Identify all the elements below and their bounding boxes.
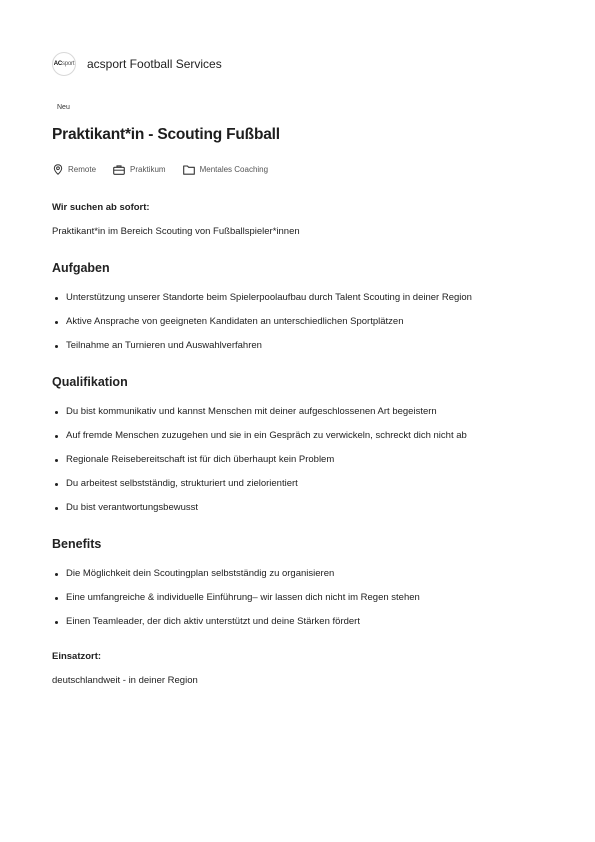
location-heading: Einsatzort:: [52, 651, 102, 662]
list-aufgaben: [52, 292, 472, 364]
list-item: Die Möglichkeit dein Scoutingplan selbstständig zu organisieren: [52, 568, 420, 592]
section-title-benefits: Benefits: [52, 537, 102, 551]
new-badge: Neu: [57, 104, 70, 111]
list-item: Du bist verantwortungsbewusst: [52, 502, 467, 526]
list-item: Du bist kommunikativ und kannst Menschen mit deiner aufgeschlossenen Art begeistern: [52, 406, 467, 430]
folder-icon: [183, 165, 195, 175]
list-item: Einen Teamleader, der dich aktiv unterstützt und deine Stärken fördert: [52, 616, 420, 640]
job-meta: [53, 164, 285, 175]
meta-category-label: Mentales Coaching: [199, 165, 269, 174]
logo-text-thin: sport: [61, 61, 75, 67]
company-header: [52, 52, 222, 76]
meta-type: [113, 165, 166, 175]
list-item: Aktive Ansprache von geeigneten Kandidaten an unterschiedlichen Sportplätzen: [52, 316, 472, 340]
list-item: Unterstützung unserer Standorte beim Spielerpoolaufbau durch Talent Scouting in deiner Region: [52, 292, 472, 316]
list-item: Teilnahme an Turnieren und Auswahlverfahren: [52, 340, 472, 364]
meta-type-label: Praktikum: [130, 165, 166, 174]
company-name[interactable]: acsport Football Services: [87, 57, 222, 71]
section-title-aufgaben: Aufgaben: [52, 261, 110, 275]
job-title: Praktikant*in - Scouting Fußball: [52, 126, 280, 143]
list-benefits: [52, 568, 420, 640]
meta-location: [53, 164, 96, 175]
location-text: deutschlandweit - in deiner Region: [52, 675, 198, 686]
briefcase-icon: [113, 165, 125, 175]
intro-heading: Wir suchen ab sofort:: [52, 202, 150, 213]
company-logo: [52, 52, 76, 76]
intro-text: Praktikant*in im Bereich Scouting von Fußballspieler*innen: [52, 226, 300, 237]
meta-location-label: Remote: [68, 165, 97, 174]
list-item: Regionale Reisebereitschaft ist für dich überhaupt kein Problem: [52, 454, 467, 478]
meta-category: [183, 165, 268, 175]
logo-text-bold: AC: [53, 61, 62, 67]
list-item: Auf fremde Menschen zuzugehen und sie in ein Gespräch zu verwickeln, schreckt dich nicht ab: [52, 430, 467, 454]
list-item: Eine umfangreiche & individuelle Einführung– wir lassen dich nicht im Regen stehen: [52, 592, 420, 616]
location-pin-icon: [53, 164, 63, 175]
section-title-qualifikation: Qualifikation: [52, 375, 128, 389]
list-qualifikation: [52, 406, 467, 526]
list-item: Du arbeitest selbstständig, strukturiert und zielorientiert: [52, 478, 467, 502]
